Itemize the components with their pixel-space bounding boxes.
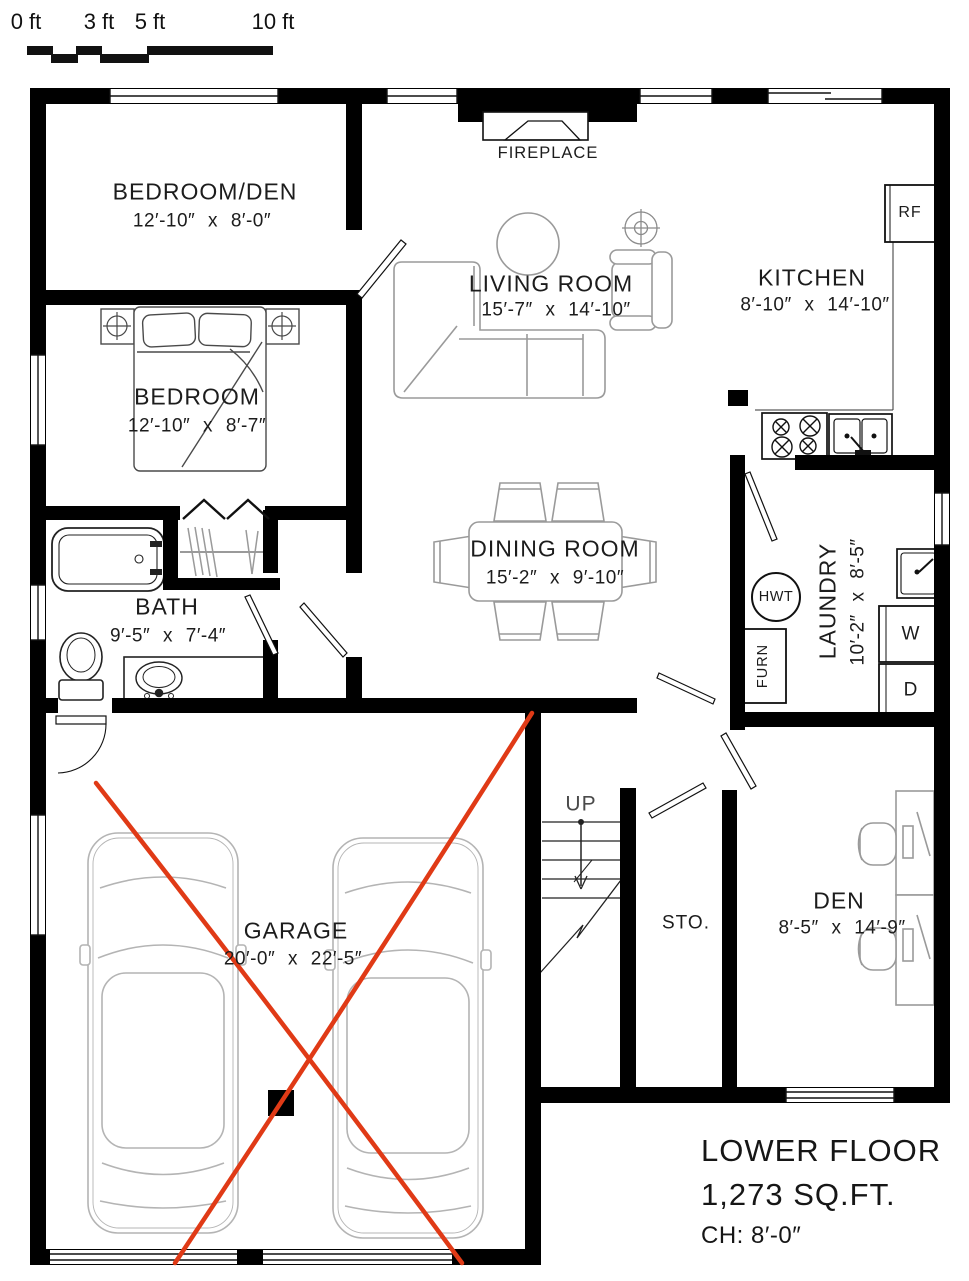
furnace-label: FURN (754, 643, 771, 689)
dryer-label: D (903, 679, 919, 701)
room-label-laundry: LAUNDRY (814, 542, 841, 660)
coffee-table (497, 213, 559, 275)
door-hall (245, 595, 278, 655)
fireplace-label: FIREPLACE (497, 143, 599, 162)
door-laundry (745, 472, 777, 541)
fireplace (458, 104, 637, 140)
scale-tick-10: 10 ft (251, 9, 295, 34)
room-dims-garage: 20′-0″ x 22′-5″ (223, 948, 363, 970)
car-right (325, 838, 491, 1238)
scale-tick-3: 3 ft (83, 9, 115, 34)
room-label-bedroom-den: BEDROOM/DEN (112, 178, 298, 205)
door-landing (657, 673, 715, 704)
washer-label: W (901, 623, 921, 645)
room-label-kitchen: KITCHEN (758, 264, 866, 291)
stairs-up-label: UP (565, 792, 597, 816)
toilet (59, 633, 103, 700)
bathtub (52, 528, 164, 591)
dining-set (434, 483, 656, 640)
floor-name: LOWER FLOOR (701, 1133, 942, 1168)
room-dims-dining-room: 15′-2″ x 9′-10″ (485, 567, 625, 589)
room-label-dining-room: DINING ROOM (470, 535, 640, 562)
title-block (701, 1133, 941, 1250)
room-label-living-room: LIVING ROOM (468, 270, 634, 297)
floor-area: 1,273 SQ.FT. (701, 1177, 896, 1212)
room-dims-bedroom-den: 12′-10″ x 8′-0″ (132, 210, 272, 232)
door-front (56, 716, 106, 773)
stove (762, 413, 827, 459)
scale-tick-0: 0 ft (10, 9, 42, 34)
door-bedroom (300, 603, 347, 657)
closet-bifold-doors (183, 500, 269, 519)
scale-bar (27, 46, 273, 63)
room-label-storage: STO. (662, 912, 710, 934)
room-label-bedroom: BEDROOM (134, 383, 260, 410)
room-label-bath: BATH (135, 593, 199, 620)
den-desks (859, 791, 935, 1005)
room-dims-bedroom: 12′-10″ x 8′-7″ (127, 415, 267, 437)
car-left (80, 833, 246, 1233)
room-dims-bath: 9′-5″ x 7′-4″ (109, 625, 227, 647)
fridge-label: RF (898, 204, 922, 221)
room-dims-kitchen: 8′-10″ x 14′-10″ (740, 294, 890, 316)
door-storage (649, 783, 706, 818)
kitchen-sink (829, 414, 892, 458)
room-label-garage: GARAGE (243, 917, 349, 944)
door-den (721, 733, 756, 789)
room-label-den: DEN (813, 887, 865, 914)
closet-rod-hangers (180, 527, 266, 577)
laundry-sink (897, 549, 940, 598)
vanity-sink (124, 657, 265, 700)
stairs (540, 819, 621, 973)
ceiling-height: CH: 8′-0″ (701, 1222, 802, 1249)
room-dims-living-room: 15′-7″ x 14′-10″ (481, 299, 631, 321)
hot-water-tank-label: HWT (758, 588, 794, 605)
room-dims-laundry: 10′-2″ x 8′-5″ (847, 538, 869, 666)
ceiling-light-icon (622, 209, 660, 247)
scale-tick-5: 5 ft (134, 9, 166, 34)
room-dims-den: 8′-5″ x 14′-9″ (778, 917, 906, 939)
